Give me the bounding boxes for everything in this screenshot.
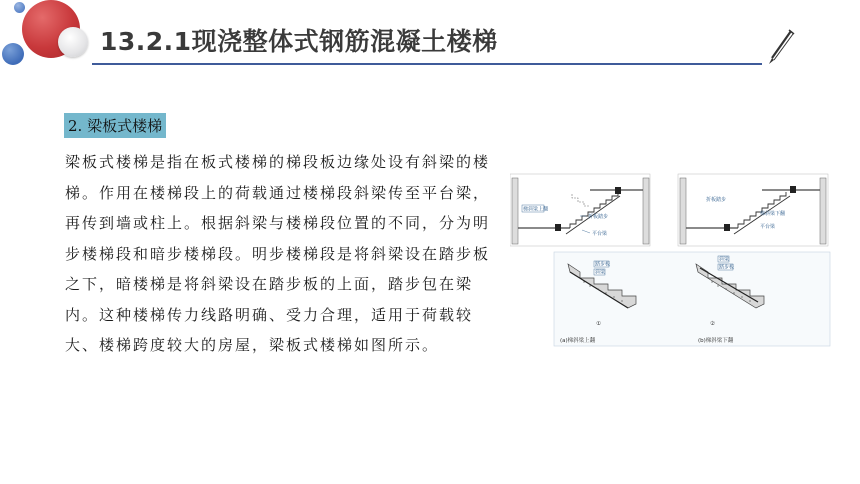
decor-blue-circle-small bbox=[14, 2, 25, 13]
decor-blue-circle-large bbox=[2, 43, 24, 65]
page-title: 13.2.1现浇整体式钢筋混凝土楼梯 bbox=[100, 27, 498, 56]
title-underline bbox=[92, 63, 762, 65]
staircase-figure bbox=[510, 172, 832, 348]
decor-grey-circle bbox=[58, 27, 88, 57]
left-detail-label-2: 斜梁 bbox=[595, 269, 606, 276]
right-label-3: 平台梁 bbox=[760, 224, 776, 230]
left-detail-label-1: 踏步板 bbox=[595, 261, 611, 268]
left-label-1: 梯斜梁上翻 bbox=[523, 206, 549, 213]
right-detail-number: ② bbox=[710, 321, 715, 327]
pen-icon bbox=[764, 28, 796, 66]
right-label-1: 折板踏步 bbox=[706, 197, 727, 203]
right-elevation-drawing bbox=[678, 174, 828, 246]
left-label-3: 平台梁 bbox=[592, 231, 608, 237]
left-caption: (a)梯斜梁上翻 bbox=[560, 338, 596, 344]
left-detail-number: ① bbox=[596, 321, 601, 327]
right-detail-label-1: 斜梁 bbox=[719, 256, 730, 263]
left-label-2: 折板踏步 bbox=[588, 214, 609, 220]
right-detail-label-2: 踏步板 bbox=[719, 264, 735, 271]
right-caption: (b)梯斜梁下翻 bbox=[698, 338, 734, 344]
right-label-2: 梯斜梁下翻 bbox=[760, 211, 786, 217]
section-heading: 2. 梁板式楼梯 bbox=[64, 113, 166, 138]
body-paragraph: 梁板式楼梯是指在板式楼梯的梯段板边缘处设有斜梁的楼梯。作用在楼梯段上的荷载通过楼梯段斜梁传至平台梁，再传到墙或柱上。根据斜梁与楼梯段位置的不同，分为明步楼梯段和暗步楼梯段。明步楼梯段是将斜梁设在踏步板之下，暗楼梯是将斜梁设在踏步板的上面，踏步包在梁内。这种楼梯传力线路明确、受力合理，适用于荷载较大、楼梯跨度较大的房屋，梁板式楼梯如图所示。 bbox=[65, 153, 491, 354]
left-elevation-drawing bbox=[510, 174, 650, 246]
